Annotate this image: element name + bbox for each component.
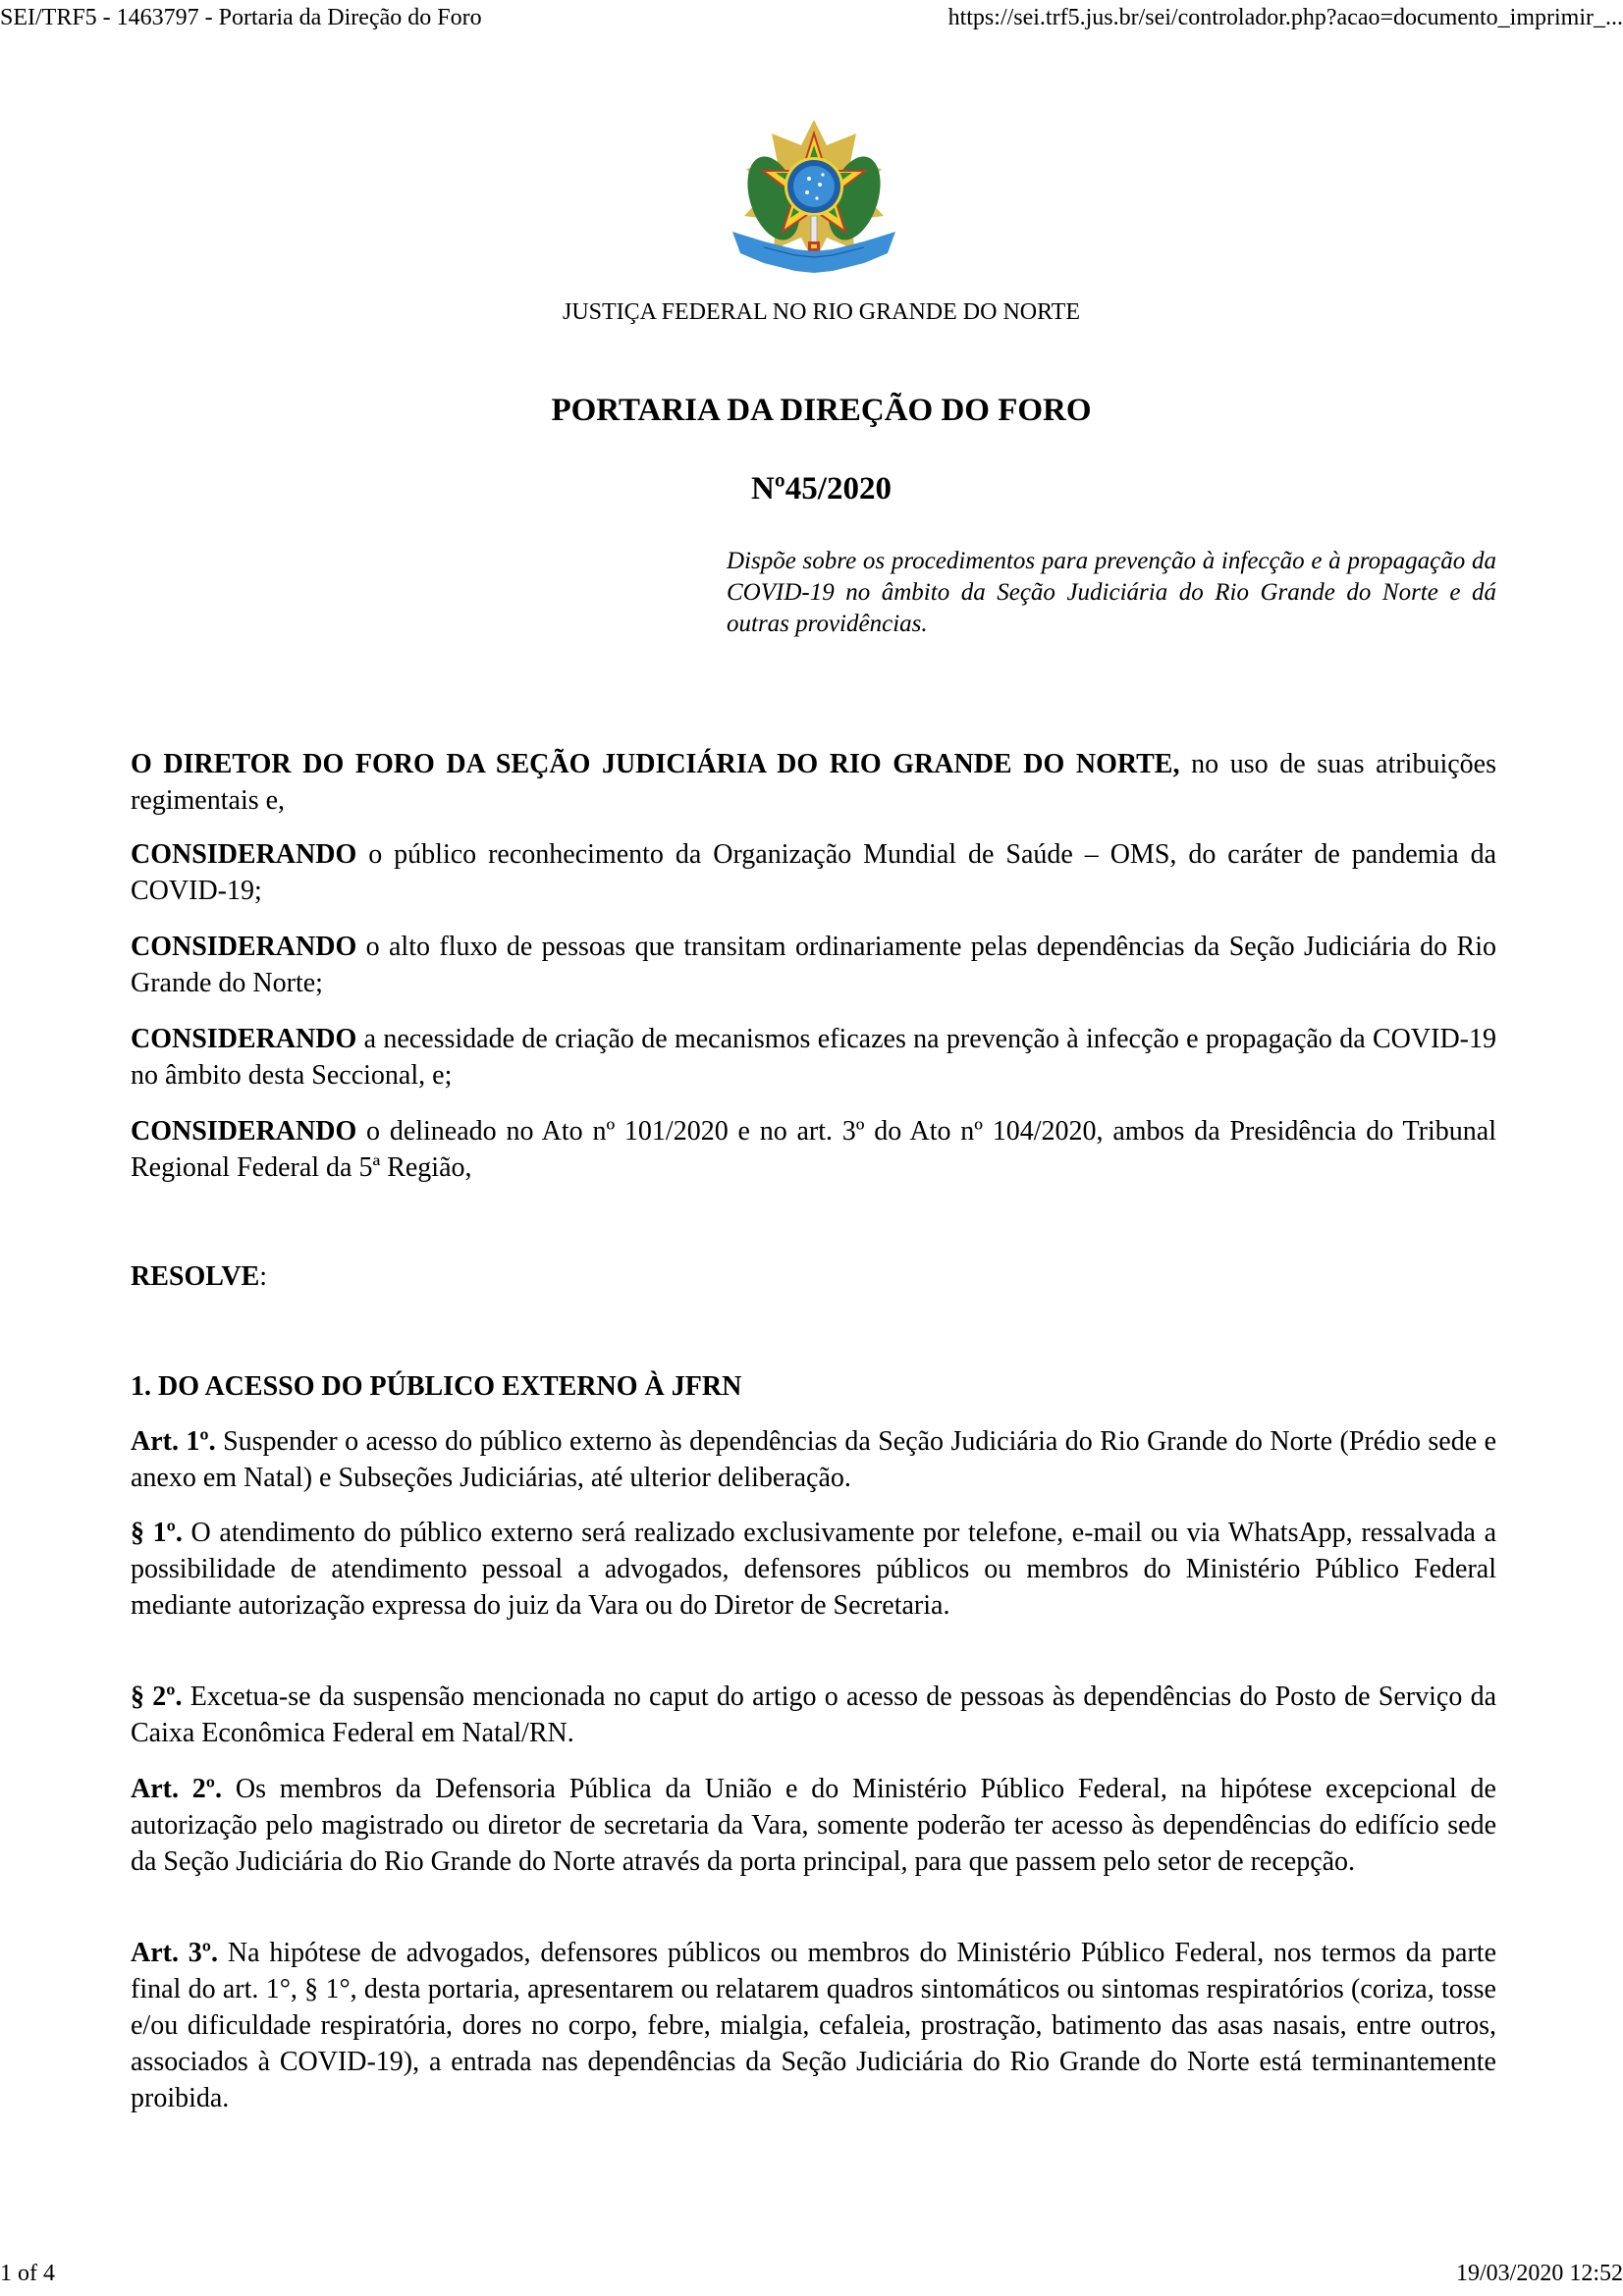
section-1-title: 1. DO ACESSO DO PÚBLICO EXTERNO À JFRN <box>131 1371 742 1402</box>
article-paragraph <box>131 1771 1496 1880</box>
document-ementa: Dispõe sobre os procedimentos para prevenção à infecção e à propagação da COVID-19 no âmbito da Seção Judiciária do Rio Grande do Norte e dá outras providências. <box>727 548 1496 637</box>
considerando-label: CONSIDERANDO <box>131 932 357 962</box>
considerando-label: CONSIDERANDO <box>131 839 357 870</box>
article-paragraph <box>131 1423 1496 1496</box>
article-text: Excetua-se da suspensão mencionada no caput do artigo o acesso de pessoas às dependências do Posto de Serviço da Caixa Econômica Federal em Natal/RN. <box>131 1682 1496 1748</box>
intro-bold: O DIRETOR DO FORO DA SEÇÃO JUDICIÁRIA DO RIO GRANDE DO NORTE, <box>131 749 1180 779</box>
document-number: Nº45/2020 <box>751 471 892 507</box>
article-label: Art. 3º. <box>131 1938 219 1968</box>
article-text: Suspender o acesso do público externo às dependências da Seção Judiciária do Rio Grande do Norte (Prédio sede e anexo em Natal) e Subseções Judiciárias, até ulterior deliberação. <box>131 1426 1496 1493</box>
considerando-text: o alto fluxo de pessoas que transitam ordinariamente pelas dependências da Seção Judiciária do Rio Grande do Norte; <box>131 932 1496 998</box>
considerando-paragraph <box>131 1021 1496 1094</box>
article-label: § 1º. <box>131 1518 183 1548</box>
article-paragraph <box>131 1935 1496 2116</box>
section-heading <box>131 1368 1496 1405</box>
article-text: Na hipótese de advogados, defensores públicos ou membros do Ministério Público Federal, nos termos da parte final do art. 1°, § 1°, desta portaria, apresentarem ou relatarem quadros sintomáticos ou sintomas respiratórios (coriza, tosse e/ou dificuldade respiratória, dores no corpo, febre, mialgia, cefaleia, prostração, batimento das asas nasais, entre outros, associados à COVID-19), a entrada nas dependências da Seção Judiciária do Rio Grande do Norte está terminantemente proibida. <box>131 1938 1497 2113</box>
print-footer-page: 1 of 4 <box>0 2261 55 2286</box>
resolve-heading <box>131 1258 1496 1295</box>
considerando-paragraph <box>131 836 1496 909</box>
intro-paragraph <box>131 746 1496 819</box>
print-footer-datetime: 19/03/2020 12:52 <box>1455 2261 1623 2286</box>
article-paragraph <box>131 1515 1496 1624</box>
article-text: O atendimento do público externo será realizado exclusivamente por telefone, e-mail ou via WhatsApp, ressalvada a possibilidade de atendimento pessoal a advogados, defensores públicos ou membros do Ministério Público Federal mediante autorização expressa do juiz da Vara ou do Diretor de Secretaria. <box>131 1518 1496 1621</box>
resolve-label: RESOLVE <box>131 1261 260 1292</box>
article-label: Art. 2º. <box>131 1774 223 1804</box>
resolve-colon: : <box>259 1261 268 1292</box>
considerando-text: o delineado no Ato nº 101/2020 e no art. 3º do Ato nº 104/2020, ambos da Presidência do Tribunal Regional Federal da 5ª Região, <box>131 1116 1496 1183</box>
intro-text: no uso de suas atribuições regimentais e, <box>131 749 1496 816</box>
print-header-url[interactable]: https://sei.trf5.jus.br/sei/controlador.php?acao=documento_imprimir_... <box>947 5 1623 30</box>
article-text: Os membros da Defensoria Pública da União e do Ministério Público Federal, na hipótese excepcional de autorização pelo magistrado ou diretor de secretaria da Vara, somente poderão ter acesso às dependências do edifício sede da Seção Judiciária do Rio Grande do Norte através da porta principal, para que passem pelo setor de recepção. <box>131 1774 1496 1877</box>
article-paragraph <box>131 1679 1496 1751</box>
article-label: Art. 1º. <box>131 1426 216 1457</box>
considerando-paragraph <box>131 929 1496 1001</box>
agency-name: JUSTIÇA FEDERAL NO RIO GRANDE DO NORTE <box>562 299 1080 325</box>
article-label: § 2º. <box>131 1682 183 1712</box>
brasao-emblem-icon <box>725 116 903 289</box>
considerando-text: o público reconhecimento da Organização Mundial de Saúde – OMS, do caráter de pandemia da COVID-19; <box>131 839 1496 906</box>
considerando-label: CONSIDERANDO <box>131 1116 357 1147</box>
document-title: PORTARIA DA DIREÇÃO DO FORO <box>551 393 1092 428</box>
considerando-paragraph <box>131 1113 1496 1186</box>
considerando-label: CONSIDERANDO <box>131 1024 357 1054</box>
print-header-title: SEI/TRF5 - 1463797 - Portaria da Direção do Foro <box>0 5 482 30</box>
considerando-text: a necessidade de criação de mecanismos eficazes na prevenção à infecção e propagação da COVID-19 no âmbito desta Seccional, e; <box>131 1024 1496 1091</box>
